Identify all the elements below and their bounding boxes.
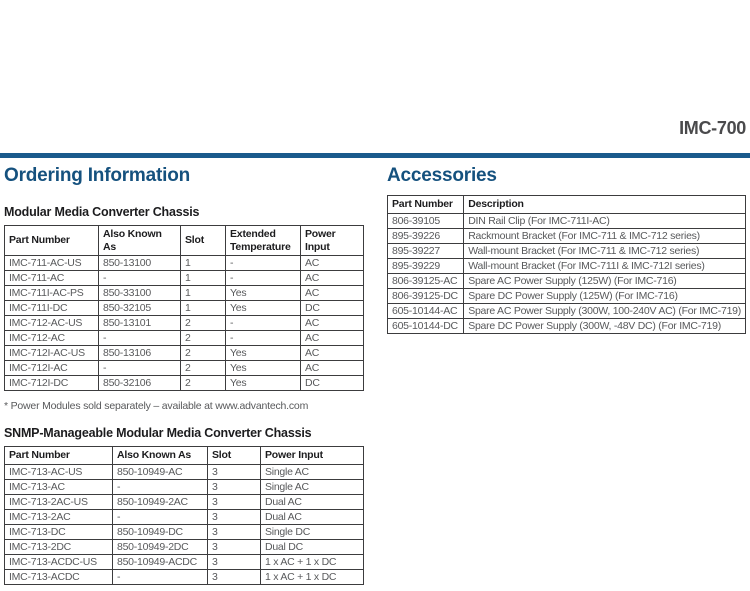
table-cell: IMC-711I-DC [5, 301, 99, 316]
table-row [5, 316, 364, 331]
table-cell: IMC-713-2AC-US [5, 494, 113, 509]
table-cell: AC [301, 331, 364, 346]
table-row [5, 271, 364, 286]
table-cell: 2 [181, 361, 226, 376]
table-cell: 806-39105 [388, 213, 464, 228]
table-cell: 2 [181, 331, 226, 346]
table-row [5, 361, 364, 376]
table-cell: 895-39229 [388, 258, 464, 273]
table-cell: 1 x AC + 1 x DC [261, 569, 364, 584]
table-cell: 850-32106 [99, 376, 181, 391]
table-cell: IMC-712I-AC-US [5, 346, 99, 361]
table-cell: AC [301, 271, 364, 286]
table-cell: 850-13101 [99, 316, 181, 331]
table-cell: 850-13106 [99, 346, 181, 361]
table-cell: AC [301, 316, 364, 331]
table-cell: 3 [208, 509, 261, 524]
accessories-section [387, 165, 746, 334]
table-cell: Yes [226, 361, 301, 376]
table-row [388, 318, 746, 333]
table-cell: - [113, 569, 208, 584]
table-cell: 850-10949-DC [113, 524, 208, 539]
table-cell: IMC-713-DC [5, 524, 113, 539]
table-cell: IMC-713-2AC [5, 509, 113, 524]
snmp-chassis-table [4, 446, 364, 585]
table-header-row [5, 447, 364, 465]
table-cell: Yes [226, 301, 301, 316]
table-cell: Rackmount Bracket (For IMC-711 & IMC-712 series) [464, 228, 746, 243]
table-row [388, 258, 746, 273]
table-cell: IMC-712I-AC [5, 361, 99, 376]
table-cell: 850-10949-AC [113, 464, 208, 479]
table-cell: IMC-711-AC [5, 271, 99, 286]
table-cell: 2 [181, 376, 226, 391]
modular-chassis-table [4, 225, 364, 391]
table-cell: IMC-713-AC-US [5, 464, 113, 479]
table-cell: 850-13100 [99, 256, 181, 271]
column-header: Power Input [301, 226, 364, 256]
table-row [388, 303, 746, 318]
table-cell: 605-10144-AC [388, 303, 464, 318]
table-cell: - [99, 331, 181, 346]
column-header: Power Input [261, 447, 364, 465]
table-cell: 3 [208, 539, 261, 554]
table-cell: Single DC [261, 524, 364, 539]
table-cell: - [226, 331, 301, 346]
table-cell: Yes [226, 376, 301, 391]
table-row [5, 479, 364, 494]
table-row [388, 288, 746, 303]
table-cell: 850-33100 [99, 286, 181, 301]
table-cell: 1 [181, 301, 226, 316]
column-header: Also Known As [99, 226, 181, 256]
table-cell: Spare DC Power Supply (300W, -48V DC) (For IMC-719) [464, 318, 746, 333]
ordering-information-heading: Ordering Information [4, 165, 191, 186]
table-cell: - [226, 256, 301, 271]
table-cell: AC [301, 256, 364, 271]
column-header: Also Known As [113, 447, 208, 465]
table-cell: IMC-713-2DC [5, 539, 113, 554]
table-cell: IMC-713-ACDC-US [5, 554, 113, 569]
table-cell: Dual AC [261, 509, 364, 524]
table-cell: 850-32105 [99, 301, 181, 316]
table-cell: Dual AC [261, 494, 364, 509]
table-row [5, 464, 364, 479]
table-row [5, 256, 364, 271]
table-cell: IMC-713-AC [5, 479, 113, 494]
table-cell: 895-39226 [388, 228, 464, 243]
table-cell: Spare DC Power Supply (125W) (For IMC-716) [464, 288, 746, 303]
table-cell: 806-39125-AC [388, 273, 464, 288]
table-row [5, 286, 364, 301]
table-cell: 605-10144-DC [388, 318, 464, 333]
table-row [5, 331, 364, 346]
table-row [5, 569, 364, 584]
table-cell: Dual DC [261, 539, 364, 554]
table-cell: 850-10949-ACDC [113, 554, 208, 569]
table-cell: Yes [226, 286, 301, 301]
table-cell: 850-10949-2DC [113, 539, 208, 554]
table-cell: Spare AC Power Supply (300W, 100-240V AC) (For IMC-719) [464, 303, 746, 318]
table-cell: Wall-mount Bracket (For IMC-711 & IMC-712 series) [464, 243, 746, 258]
ordering-information-section [4, 165, 364, 585]
table-cell: Wall-mount Bracket (For IMC-711I & IMC-712I series) [464, 258, 746, 273]
table-row [5, 554, 364, 569]
table-cell: 3 [208, 554, 261, 569]
table-cell: IMC-713-ACDC [5, 569, 113, 584]
table-row [5, 524, 364, 539]
column-header: Extended Temperature [226, 226, 301, 256]
table-cell: - [226, 271, 301, 286]
header-divider [0, 153, 750, 158]
table-cell: 3 [208, 569, 261, 584]
column-header: Part Number [388, 196, 464, 214]
power-modules-footnote: * Power Modules sold separately – available at www.advantech.com [4, 400, 309, 412]
table-cell: 1 [181, 271, 226, 286]
table-cell: DC [301, 301, 364, 316]
accessories-table [387, 195, 746, 334]
table-cell: IMC-711-AC-US [5, 256, 99, 271]
table-cell: AC [301, 286, 364, 301]
table-header-row [388, 196, 746, 214]
table-cell: Single AC [261, 464, 364, 479]
table-cell: 2 [181, 346, 226, 361]
table-cell: 850-10949-2AC [113, 494, 208, 509]
table-row [5, 509, 364, 524]
table-cell: 3 [208, 494, 261, 509]
table-row [388, 273, 746, 288]
modular-chassis-subheading: Modular Media Converter Chassis [4, 205, 200, 219]
table-cell: Yes [226, 346, 301, 361]
table-cell: 895-39227 [388, 243, 464, 258]
snmp-chassis-subheading: SNMP-Manageable Modular Media Converter Chassis [4, 426, 312, 440]
accessories-heading: Accessories [387, 165, 497, 186]
table-cell: 3 [208, 479, 261, 494]
table-cell: AC [301, 346, 364, 361]
table-cell: IMC-712-AC [5, 331, 99, 346]
table-row [5, 494, 364, 509]
column-header: Part Number [5, 447, 113, 465]
table-cell: 1 x AC + 1 x DC [261, 554, 364, 569]
page-title: IMC-700 [679, 118, 746, 138]
table-cell: 1 [181, 256, 226, 271]
table-cell: 3 [208, 464, 261, 479]
table-cell: - [113, 479, 208, 494]
table-row [5, 346, 364, 361]
table-row [5, 301, 364, 316]
table-cell: 3 [208, 524, 261, 539]
table-row [388, 243, 746, 258]
table-cell: IMC-712-AC-US [5, 316, 99, 331]
table-cell: Spare AC Power Supply (125W) (For IMC-716) [464, 273, 746, 288]
table-cell: - [113, 509, 208, 524]
table-header-row [5, 226, 364, 256]
table-row [5, 539, 364, 554]
table-cell: DIN Rail Clip (For IMC-711I-AC) [464, 213, 746, 228]
table-row [388, 228, 746, 243]
table-cell: 1 [181, 286, 226, 301]
column-header: Slot [208, 447, 261, 465]
table-cell: DC [301, 376, 364, 391]
table-cell: - [99, 271, 181, 286]
table-row [5, 376, 364, 391]
column-header: Part Number [5, 226, 99, 256]
table-cell: IMC-712I-DC [5, 376, 99, 391]
table-row [388, 213, 746, 228]
table-cell: AC [301, 361, 364, 376]
column-header: Description [464, 196, 746, 214]
table-cell: - [226, 316, 301, 331]
column-header: Slot [181, 226, 226, 256]
table-cell: Single AC [261, 479, 364, 494]
table-cell: IMC-711I-AC-PS [5, 286, 99, 301]
table-cell: 806-39125-DC [388, 288, 464, 303]
table-cell: - [99, 361, 181, 376]
table-cell: 2 [181, 316, 226, 331]
